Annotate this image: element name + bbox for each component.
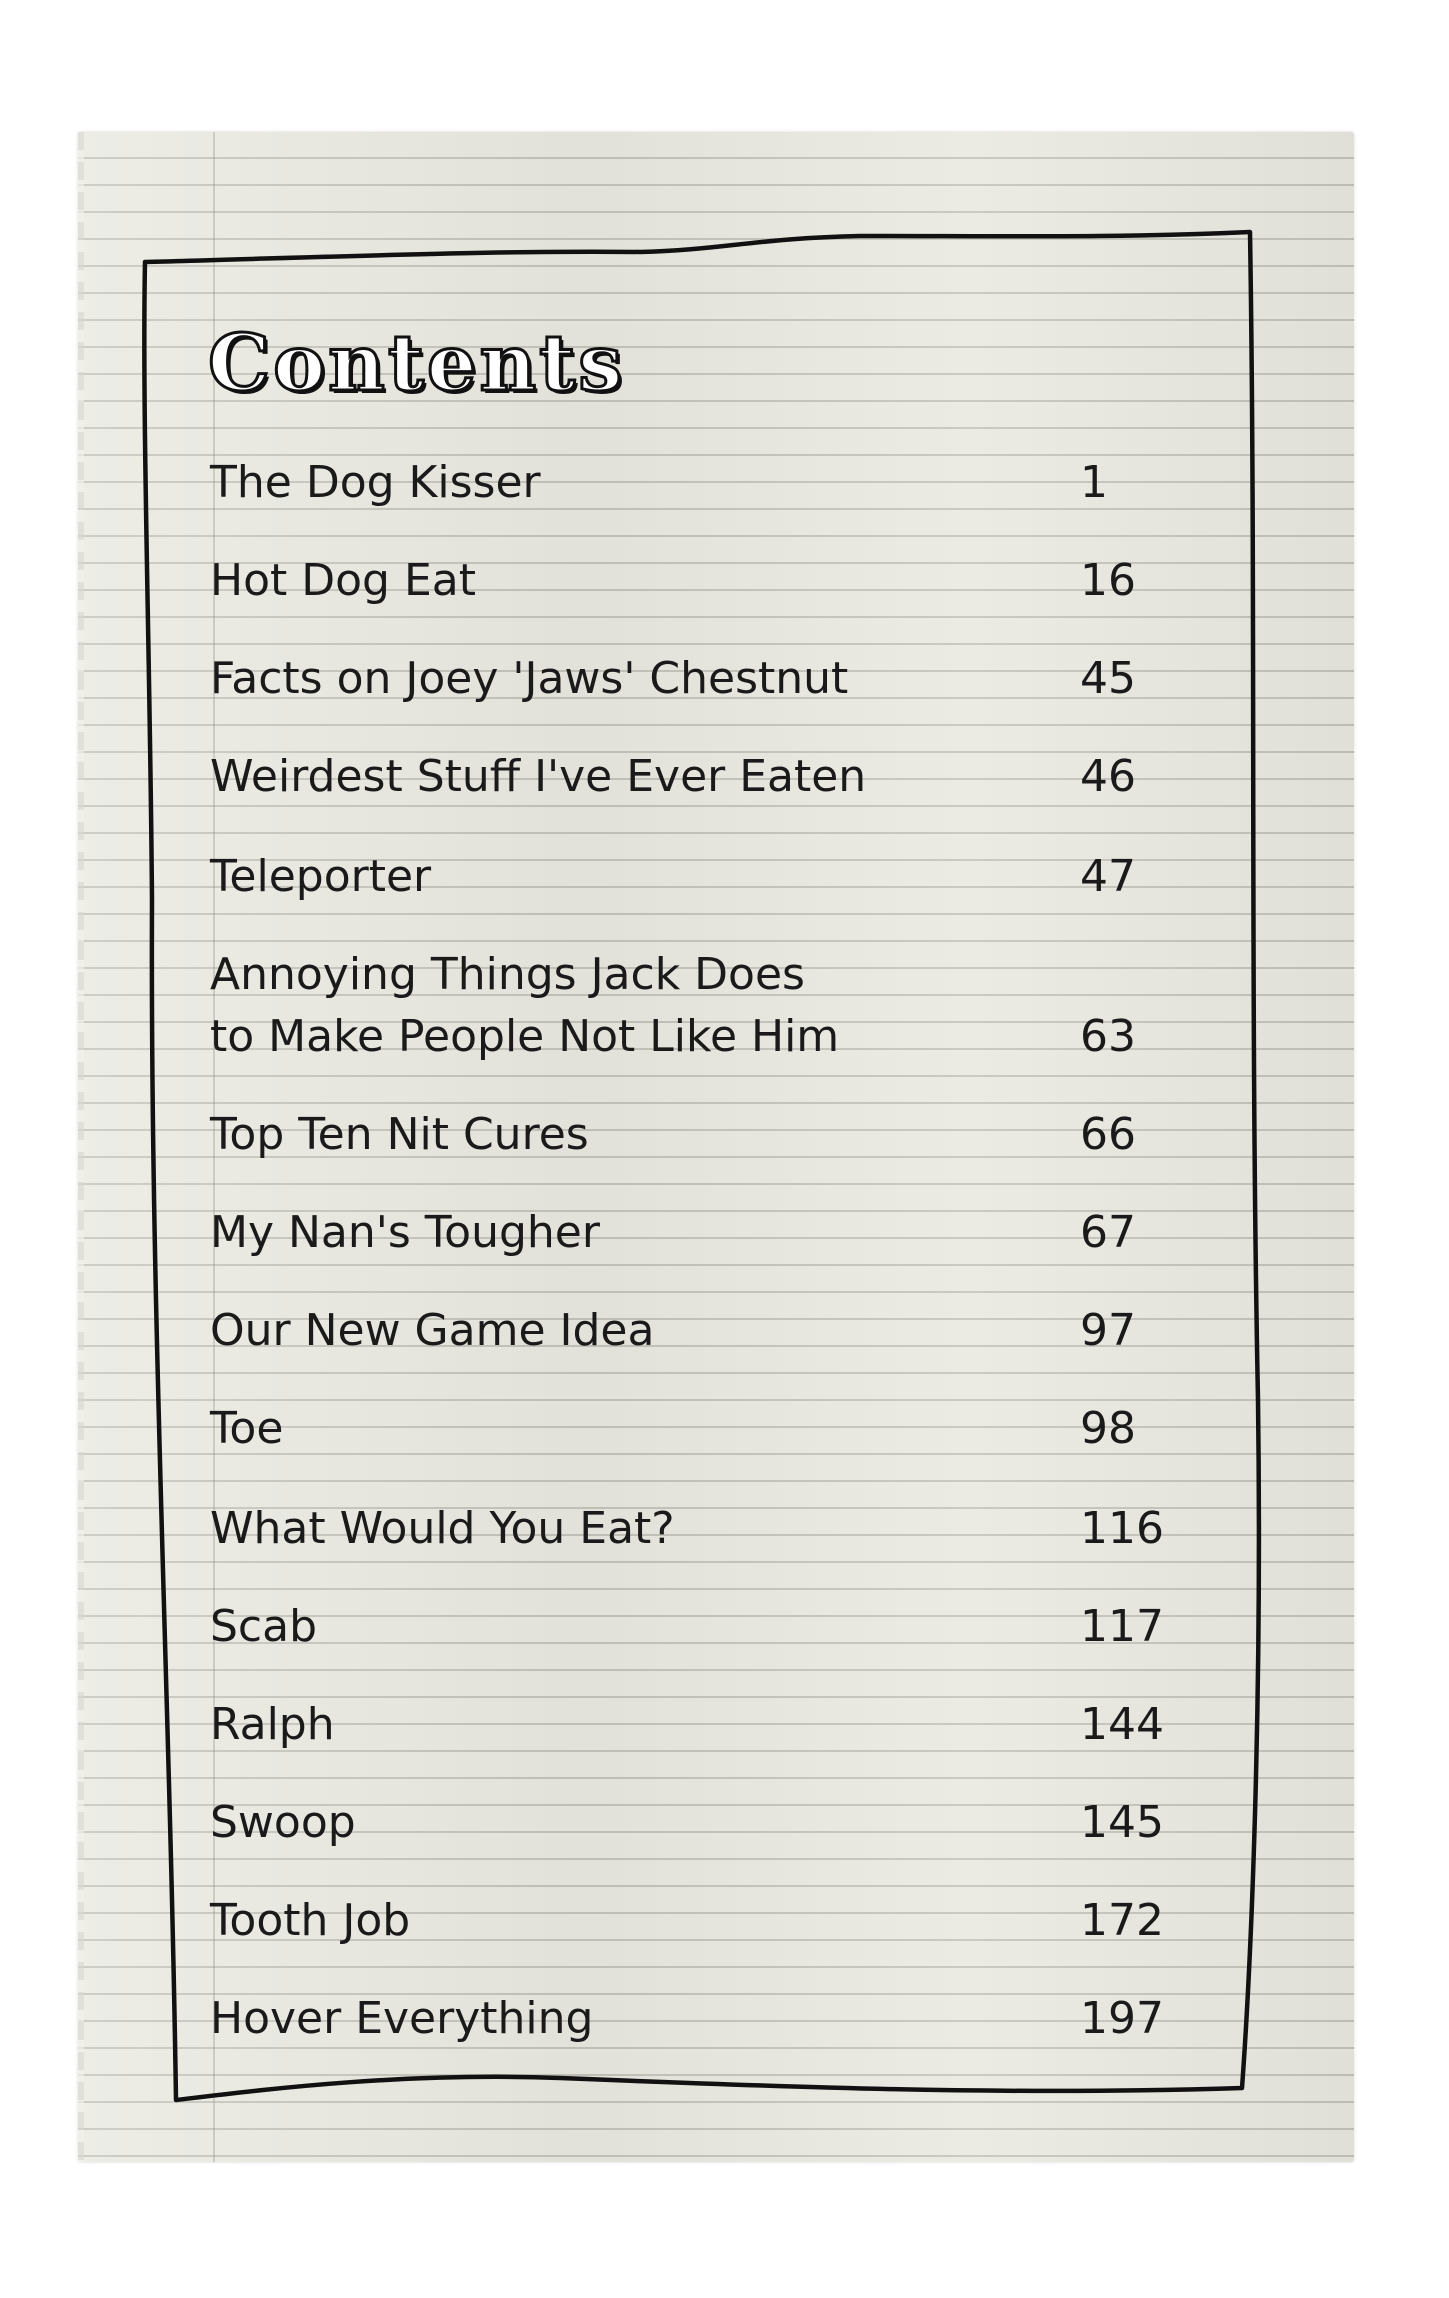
toc-entry — [210, 1398, 1170, 1460]
toc-entry — [210, 846, 1170, 908]
page-number: 67 — [1080, 1207, 1136, 1258]
chapter-title: The Dog Kisser — [210, 457, 541, 508]
page-number: 16 — [1080, 555, 1136, 606]
chapter-title: Ralph — [210, 1699, 335, 1750]
contents-heading: Contents — [208, 318, 626, 409]
chapter-title: Weirdest Stuff I've Ever Eaten — [210, 751, 867, 802]
toc-entry — [210, 1104, 1170, 1166]
toc-entry — [210, 1202, 1170, 1264]
chapter-title: Toe — [210, 1403, 284, 1454]
page-number: 144 — [1080, 1699, 1164, 1750]
chapter-title: Our New Game Idea — [210, 1305, 655, 1356]
page-number: 45 — [1080, 653, 1136, 704]
toc-entry — [210, 452, 1170, 514]
chapter-title: Swoop — [210, 1797, 356, 1848]
toc-entry — [210, 1596, 1170, 1658]
chapter-title: Scab — [210, 1601, 318, 1652]
toc-entry — [210, 1890, 1170, 1952]
page-number: 116 — [1080, 1503, 1164, 1554]
chapter-title: Tooth Job — [210, 1895, 411, 1946]
toc-entry — [210, 944, 1170, 1068]
chapter-title: Hot Dog Eat — [210, 555, 476, 606]
chapter-title: My Nan's Tougher — [210, 1207, 600, 1258]
chapter-title: Hover Everything — [210, 1993, 594, 2044]
page-number: 97 — [1080, 1305, 1136, 1356]
toc-entry — [210, 1694, 1170, 1756]
chapter-title: Facts on Joey 'Jaws' Chestnut — [210, 653, 849, 704]
page-number: 66 — [1080, 1109, 1136, 1160]
toc-entry — [210, 1792, 1170, 1854]
page-number: 117 — [1080, 1601, 1164, 1652]
toc-entry — [210, 550, 1170, 612]
page-number: 47 — [1080, 851, 1136, 902]
toc-entry — [210, 1300, 1170, 1362]
page-number: 63 — [1080, 1011, 1136, 1062]
toc-entry — [210, 746, 1170, 808]
page-number: 145 — [1080, 1797, 1164, 1848]
chapter-title: Teleporter — [210, 851, 432, 902]
page-number: 98 — [1080, 1403, 1136, 1454]
chapter-title: Annoying Things Jack Does to Make People Not Like Him — [210, 949, 840, 1062]
page-number: 197 — [1080, 1993, 1164, 2044]
chapter-title: What Would You Eat? — [210, 1503, 675, 1554]
toc-entry — [210, 648, 1170, 710]
chapter-title: Top Ten Nit Cures — [210, 1109, 589, 1160]
page-number: 46 — [1080, 751, 1136, 802]
page-number: 1 — [1080, 457, 1108, 508]
toc-entry — [210, 1498, 1170, 1560]
page-number: 172 — [1080, 1895, 1164, 1946]
toc-entry — [210, 1988, 1170, 2050]
